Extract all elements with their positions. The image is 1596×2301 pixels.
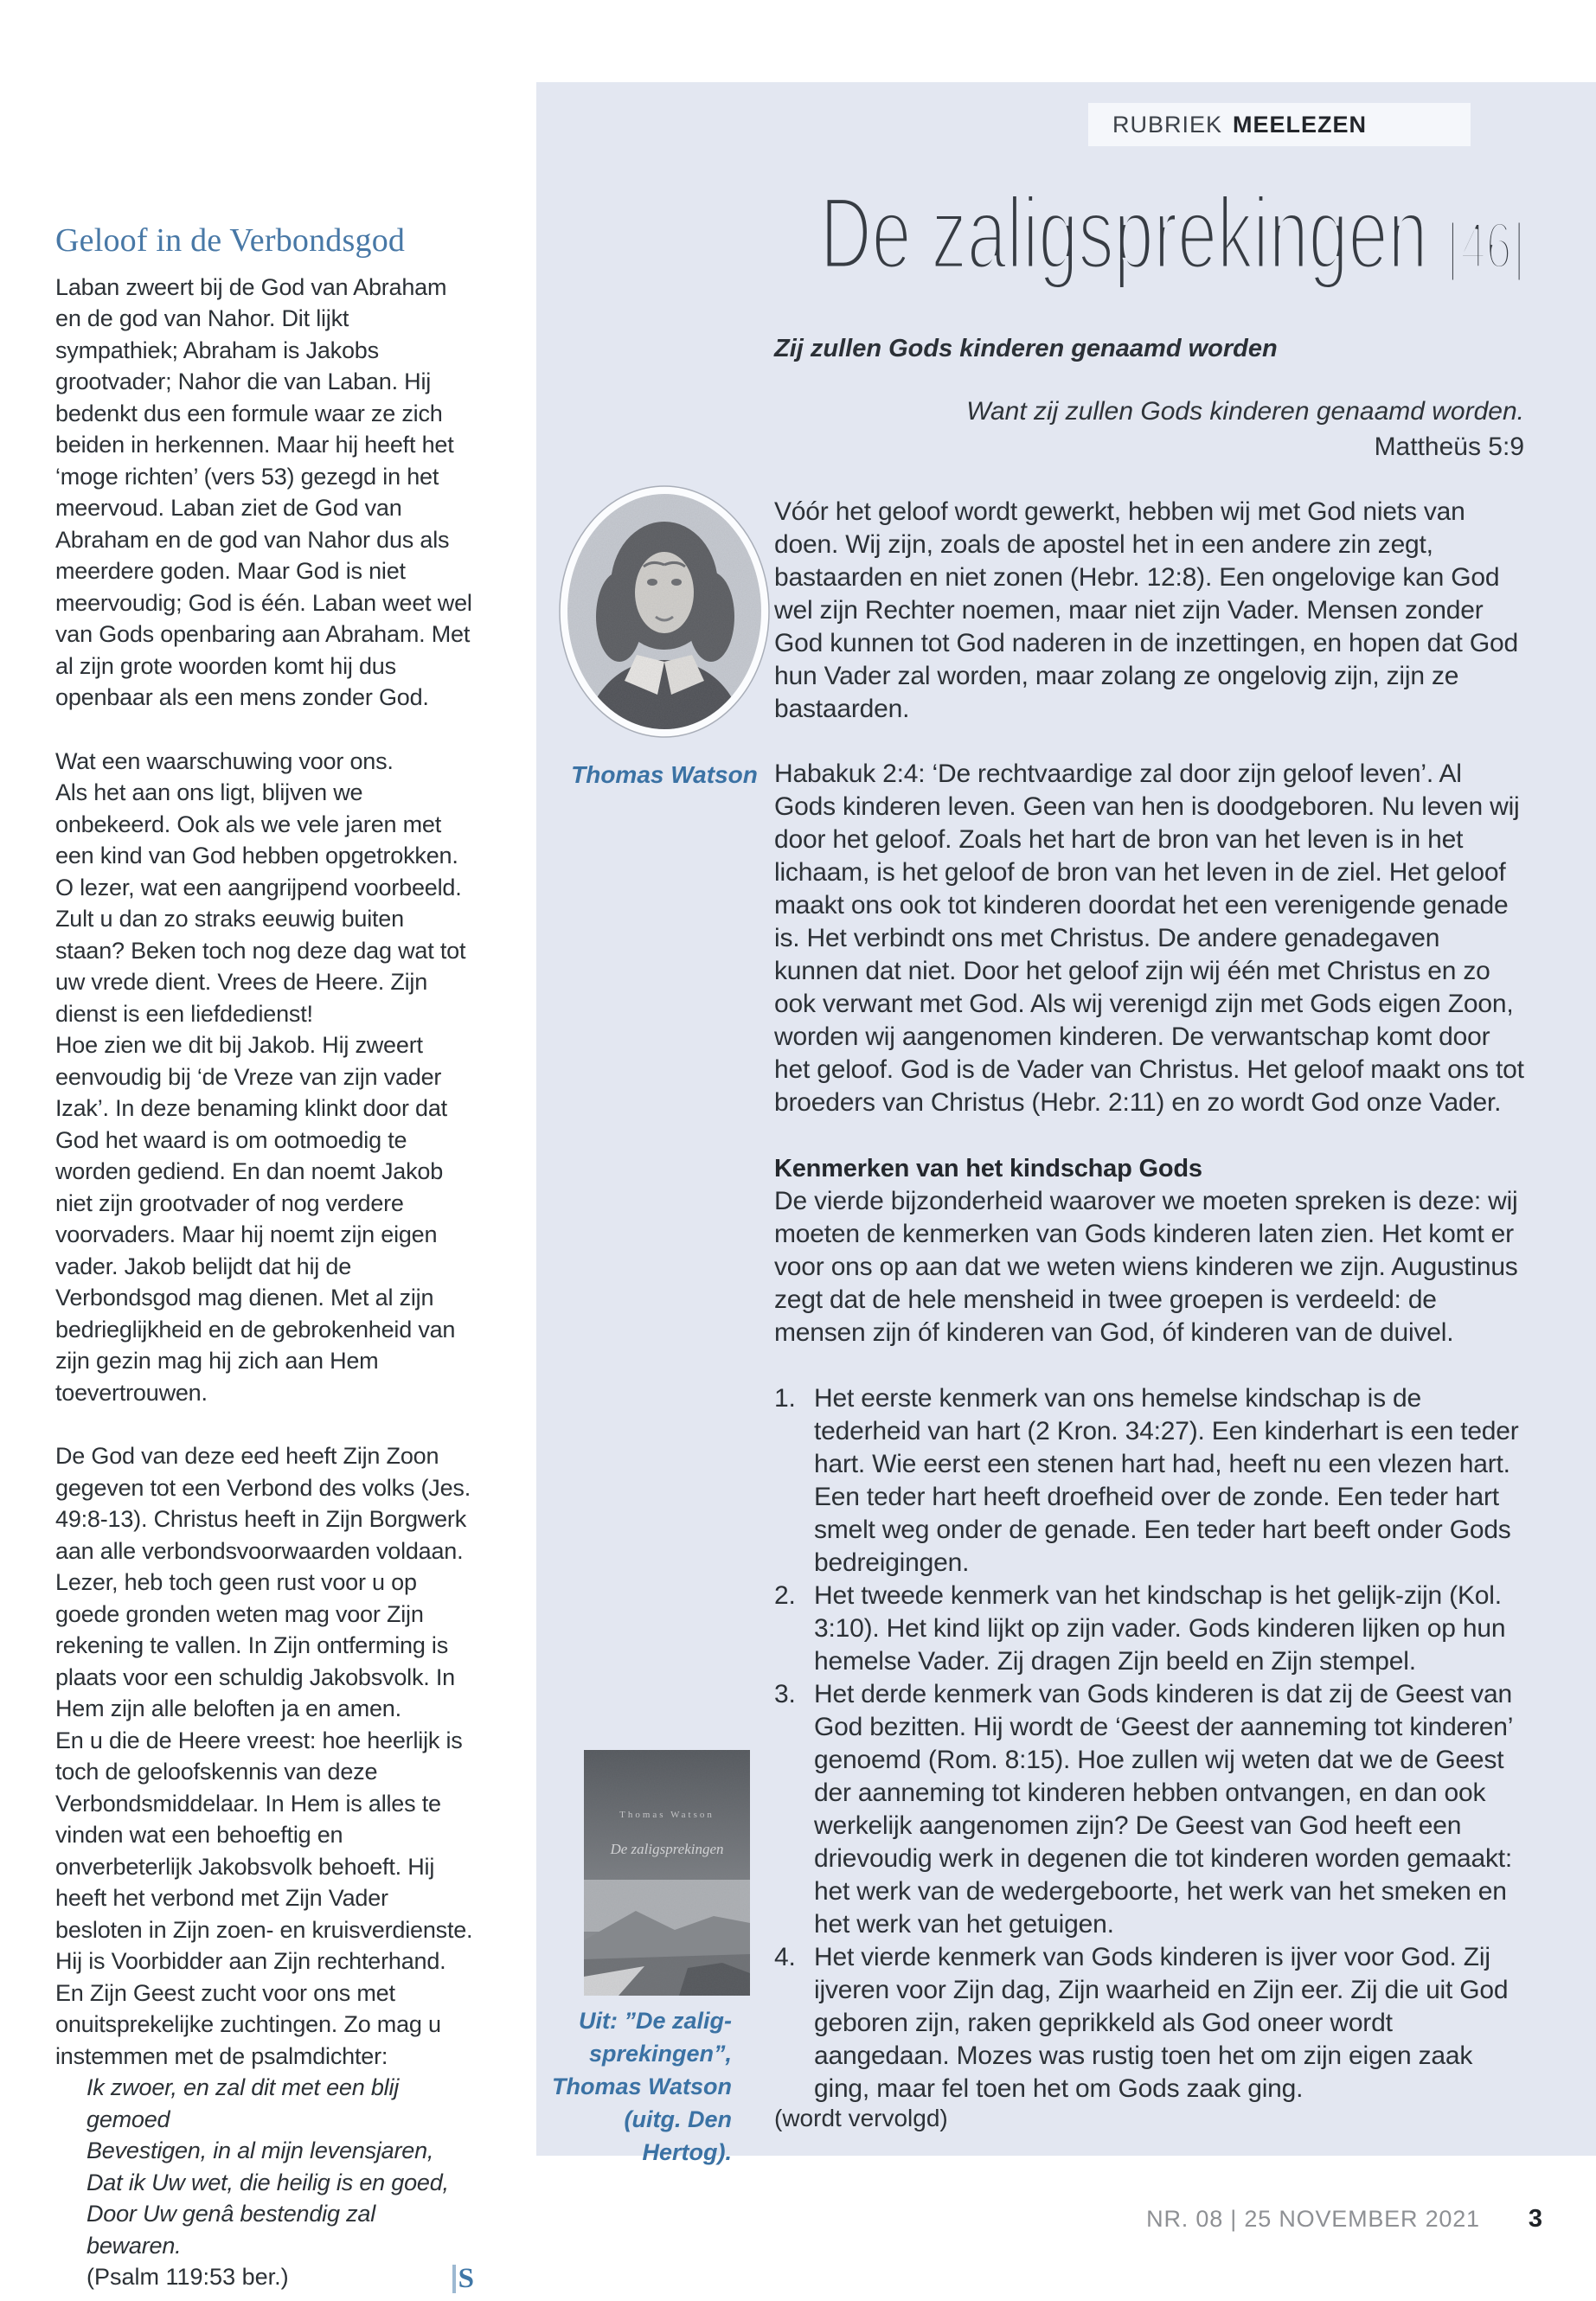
psalm-line: Ik zwoer, en zal dit met een blij gemoed <box>87 2074 400 2132</box>
article-title <box>819 176 1524 291</box>
continuation-note: (wordt vervolgd) <box>774 2105 948 2131</box>
issue-info: NR. 08 | 25 NOVEMBER 2021 <box>1146 2206 1480 2232</box>
list-item <box>774 1382 1524 1580</box>
book-cover-title: De zaligsprekingen <box>610 1841 724 1857</box>
list-item <box>774 1580 1524 1678</box>
list-item-number: 2. <box>774 1581 796 1610</box>
bible-quote-source: Mattheüs 5:9 <box>1374 433 1524 461</box>
left-article-paragraph: Laban zweert bij de God van Abraham en de god van Nahor. Dit lijkt sympathiek; Abraham is Jakobs grootvader; Nahor die van Laban. Hij bedenkt dus een formule waar ze zich beiden in herkennen. Maar hij heeft het ‘moge richten’ (vers 53) gezegd in het meervoud. Laban ziet de God van Abraham en de god van Nahor dus als meerdere goden. Maar God is niet meervoudig; God is één. Laban weet wel van Gods openbaring aan Abraham. Met al zijn grote woorden komt hij dus openbaar als een mens zonder God. <box>55 273 472 711</box>
list-item-text: Het derde kenmerk van Gods kinderen is dat zij de Geest van God bezitten. Hij wordt de ‘Geest der aanneming tot kinderen’ genoemd (Rom. 8:15). Hoe zullen wij weten dat we de Geest der aanneming tot kinderen hebben ontvangen, en dan ook werkelijk aangenomen zijn? De Geest van God heeft een drievoudig werk in degenen die tot kinderen worden gemaakt: het werk van de wedergeboorte, het werk van het smeken en het werk van het getuigen. <box>814 1680 1513 1939</box>
left-article-title: Geloof in de Verbondsgod <box>55 222 406 259</box>
psalm-line: Door Uw genâ bestendig zal bewaren. <box>87 2201 376 2259</box>
book-caption-line: Thomas Watson <box>551 2073 732 2099</box>
list-item <box>774 1678 1524 1941</box>
rubric-name: MEELEZEN <box>1233 111 1368 138</box>
list-item-number: 1. <box>774 1384 796 1413</box>
body-paragraph: Vóór het geloof wordt gewerkt, hebben wij met God niets van doen. Wij zijn, zoals de apostel het in een andere zin zegt, bastaarden en niet zonen (Hebr. 12:8). Een ongelovige kan God wel zijn Rechter noemen, maar niet zijn Vader. Mensen zonder God kunnen tot God naderen in de inzettingen, en hopen dat God hun Vader zal worden, maar zolang ze ongelovig zijn, zijn ze bastaarden. <box>774 497 1518 723</box>
list-item-number: 3. <box>774 1680 796 1708</box>
book-caption-line: sprekingen”, <box>588 2041 732 2067</box>
list-item-text: Het tweede kenmerk van het kindschap is het gelijk-zijn (Kol. 3:10). Het kind lijkt op zijn vader. Gods kinderen lijken op hun hemelse Vader. Zij dragen Zijn beeld en Zijn stempel. <box>814 1581 1506 1676</box>
body-paragraph: Habakuk 2:4: ‘De rechtvaardige zal door zijn geloof leven’. Al Gods kinderen leven. Geen van hen is doodgeboren. Nu leven wij door het geloof. Zoals het hart de bron van het leven is in het lichaam, is het geloof de bron van het leven in de ziel. Het geloof maakt ons ook tot kinderen doordat het een verenigende genade is. Het verbindt ons met Christus. De andere genadegaven kunnen dat niet. Door het geloof zijn wij één met Christus en zo ook verwant met God. Als wij verenigd zijn met Gods eigen Zoon, worden wij aangenomen kinderen. De verwantschap komt door het geloof. God is de Vader van Christus. Het geloof maakt ons tot broeders van Christus (Hebr. 2:11) en zo wordt God onze Vader. <box>774 760 1524 1117</box>
psalm-quote <box>55 2072 474 2293</box>
bible-quote <box>966 394 1524 465</box>
thomas-watson-portrait-image <box>559 485 770 738</box>
list-item <box>774 1941 1524 2106</box>
left-article-paragraph: Wat een waarschuwing voor ons. <box>55 747 394 774</box>
article-end-mark-icon: S <box>452 2265 474 2293</box>
psalm-source: (Psalm 119:53 ber.) <box>87 2264 289 2291</box>
portrait-caption: Thomas Watson <box>571 761 758 788</box>
left-article-paragraph: En u die de Heere vreest: hoe heerlijk is toch de geloofskennis van deze Verbondsmiddelaar. In Hem is alles te vinden wat een behoeftig en onverbeterlijk Jakobsvolk behoeft. Hij heeft het verbond met Zijn Vader besloten in Zijn zoen- en kruisverdienste. Hij is Voorbidder aan Zijn rechterhand. En Zijn Geest zucht voor ons met onuitsprekelijke zuchtingen. Zo mag u instemmen met de psalmdichter: <box>55 1727 473 2069</box>
rubric-label: RUBRIEK <box>1112 111 1223 138</box>
section-intro: De vierde bijzonderheid waarover we moeten spreken is deze: wij moeten de kenmerken van Gods kinderen laten zien. Het komt er voor ons op aan dat we weten wiens kinderen we zijn. Augustinus zegt dat de hele mensheid in twee groepen is verdeeld: de mensen zijn óf kinderen van God, óf kinderen van de duivel. <box>774 1187 1518 1347</box>
book-caption <box>545 2004 732 2169</box>
list-item-text: Het eerste kenmerk van ons hemelse kindschap is de tederheid van hart (2 Kron. 34:27). Een kinderhart is een teder hart. Wie eerst een stenen hart had, heeft nu een vlezen hart. Een teder hart heeft droefheid over de zonde. Een teder hart smelt weg onder de genade. Een teder hart beeft onder Gods bedreigingen. <box>814 1384 1519 1577</box>
article-body <box>774 496 1524 2106</box>
left-article <box>55 223 474 2293</box>
kenmerken-list <box>774 1382 1524 2106</box>
book-caption-line: (uitg. Den Hertog). <box>624 2106 732 2165</box>
book-cover-figure <box>584 1750 750 1996</box>
page-number: 3 <box>1528 2205 1542 2233</box>
psalm-line: Bevestigen, in al mijn levensjaren, <box>87 2138 434 2164</box>
article-title-number: [46] <box>1447 209 1524 283</box>
book-cover-author: Thomas Watson <box>619 1810 715 1820</box>
book-caption-line: Uit: ”De zalig- <box>578 2008 732 2034</box>
page-footer <box>1146 2205 1542 2234</box>
left-article-paragraph: Als het aan ons ligt, blijven we onbekeerd. Ook als we vele jaren met een kind van God hebben opgetrokken. O lezer, wat een aangrijpend voorbeeld. Zult u dan zo straks eeuwig buiten staan? Beken toch nog deze dag wat tot uw vrede dient. Vrees de Heere. Zijn dienst is een liefdedienst! <box>55 779 466 1027</box>
article-title-text: De zaligsprekingen <box>819 176 1428 291</box>
section-heading: Kenmerken van het kindschap Gods <box>774 1155 1202 1183</box>
portrait-figure <box>559 485 770 789</box>
list-item-number: 4. <box>774 1943 796 1971</box>
psalm-line: Dat ik Uw wet, die heilig is en goed, <box>87 2169 449 2195</box>
book-cover-image <box>584 1750 750 1996</box>
left-article-paragraph: Hoe zien we dit bij Jakob. Hij zweert eenvoudig bij ‘de Vreze van zijn vader Izak’. In deze benaming klinkt door dat God het waard is om ootmoedig te worden gediend. En dan noemt Jakob niet zijn grootvader of nog verdere voorvaders. Maar hij noemt zijn eigen vader. Jakob belijdt dat hij de Verbondsgod mag dienen. Met al zijn bedrieglijkheid en de gebrokenheid van zijn gezin mag hij zich aan Hem toevertrouwen. <box>55 1032 456 1406</box>
meelezen-panel <box>536 82 1596 2165</box>
psalm-source-row <box>87 2261 474 2293</box>
article-subtitle: Zij zullen Gods kinderen genaamd worden <box>774 335 1278 362</box>
bible-quote-text: Want zij zullen Gods kinderen genaamd worden. <box>966 397 1524 426</box>
list-item-text: Het vierde kenmerk van Gods kinderen is ijver voor God. Zij ijveren voor Zijn dag, Zijn waarheid en Zijn eer. Zij die uit God geboren zijn, raken geprikkeld als God oneer wordt aangedaan. Mozes was rustig toen het om zijn eigen zaak ging, maar fel toen het om Gods zaak ging. <box>814 1943 1509 2103</box>
rubric-tag <box>1088 103 1471 146</box>
left-article-paragraph: De God van deze eed heeft Zijn Zoon gegeven tot een Verbond des volks (Jes. 49:8-13). Christus heeft in Zijn Borgwerk aan alle verbondsvoorwaarden voldaan. Lezer, heb toch geen rust voor u op goede gronden weten mag voor Zijn rekening te vallen. In Zijn ontferming is plaats voor een schuldig Jakobsvolk. In Hem zijn alle beloften ja en amen. <box>55 1443 471 1722</box>
